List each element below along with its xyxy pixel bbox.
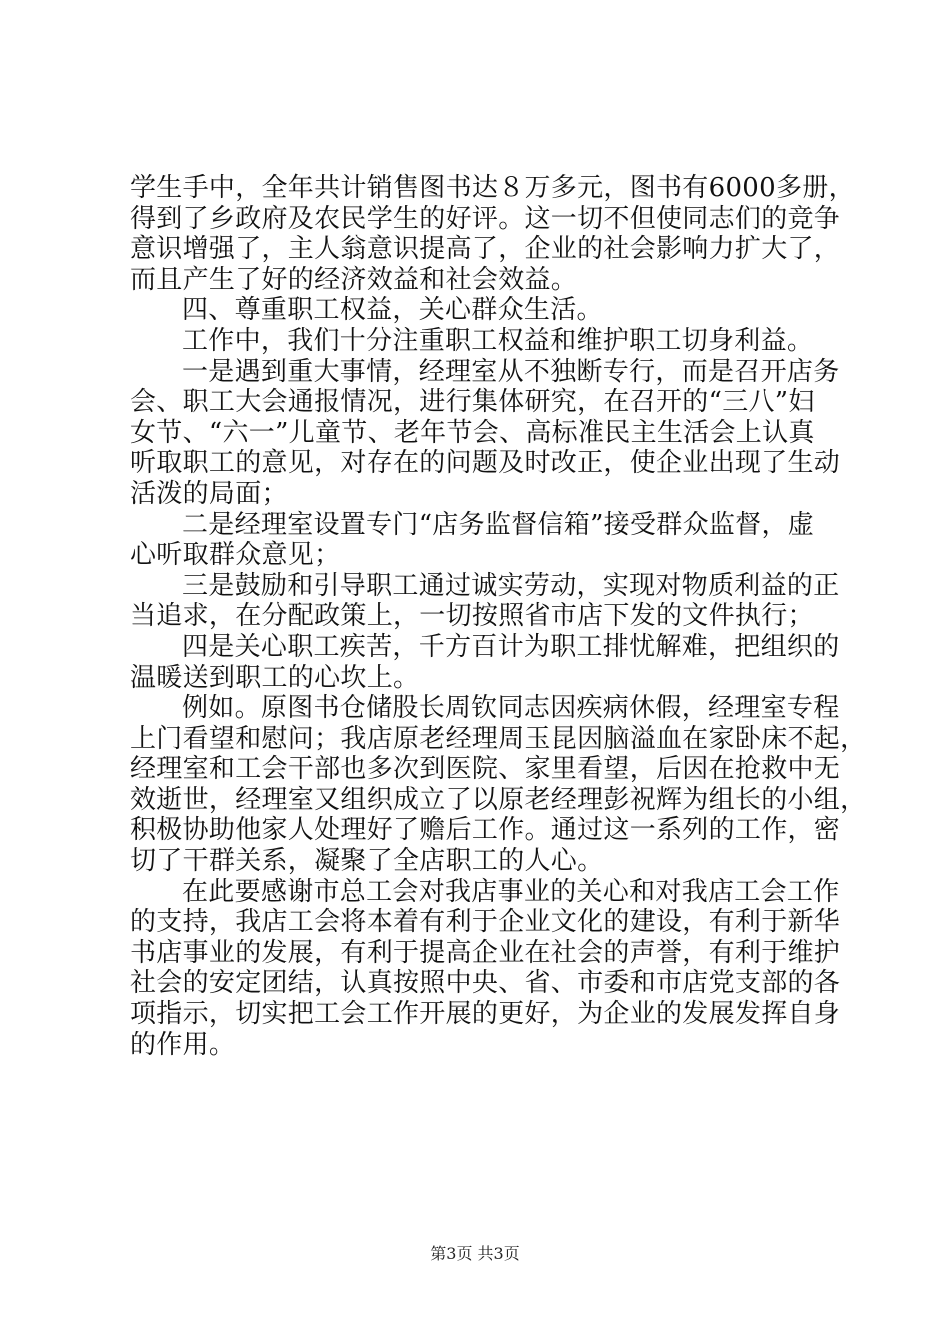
- text-line: 在此要感谢市总工会对我店事业的关心和对我店工会工作: [182, 876, 840, 907]
- text-line: 项指示，切实把工会工作开展的更好，为企业的发展发挥自身: [130, 999, 841, 1030]
- page-footer: 第3页 共3页: [430, 1244, 520, 1263]
- text-line: 经理室和工会干部也多次到医院、家里看望，后因在抢救中无: [130, 754, 841, 785]
- text-line: 的支持，我店工会将本着有利于企业文化的建设，有利于新华: [130, 907, 841, 938]
- text-line: 活泼的局面；: [130, 478, 288, 509]
- text-line: 意识增强了，主人翁意识提高了，企业的社会影响力扩大了，: [130, 234, 841, 265]
- text-line: 一是遇到重大事情，经理室从不独断专行，而是召开店务: [182, 356, 840, 387]
- text-line: 书店事业的发展，有利于提高企业在社会的声誉，有利于维护: [130, 937, 841, 968]
- text-line: 社会的安定团结，认真按照中央、省、市委和市店党支部的各: [130, 968, 841, 999]
- text-line: 的作用。: [130, 1029, 236, 1060]
- text-line: 二是经理室设置专门“店务监督信箱”接受群众监督，虚: [182, 509, 815, 540]
- text-line: 女节、“六一”儿童节、老年节会、高标准民主生活会上认真: [130, 417, 815, 448]
- text-line: 上门看望和慰问；我店原老经理周玉昆因脑溢血在家卧床不起，: [130, 723, 867, 754]
- document-body: [130, 173, 867, 1060]
- text-line: 三是鼓励和引导职工通过诚实劳动，实现对物质利益的正: [182, 570, 840, 601]
- text-line: 而且产生了好的经济效益和社会效益。: [130, 264, 578, 295]
- text-line: 会、职工大会通报情况，进行集体研究，在召开的“三八”妇: [130, 387, 815, 418]
- text-line: 工作中，我们十分注重职工权益和维护职工切身利益。: [182, 325, 814, 356]
- text-line: 效逝世，经理室又组织成立了以原老经理彭祝辉为组长的小组，: [130, 784, 867, 815]
- text-line: 切了干群关系，凝聚了全店职工的人心。: [130, 846, 604, 877]
- text-line: 学生手中，全年共计销售图书达８万多元，图书有6000多册，: [130, 173, 855, 203]
- text-line: 四是关心职工疾苦，千方百计为职工排忧解难，把组织的: [182, 631, 840, 662]
- text-line: 积极协助他家人处理好了赡后工作。通过这一系列的工作，密: [130, 815, 841, 846]
- text-line: 四、尊重职工权益，关心群众生活。: [182, 295, 603, 326]
- text-line: 得到了乡政府及农民学生的好评。这一切不但使同志们的竞争: [130, 203, 841, 234]
- text-line: 听取职工的意见，对存在的问题及时改正，使企业出现了生动: [130, 448, 841, 479]
- text-line: 心听取群众意见；: [130, 540, 341, 571]
- text-line: 例如。原图书仓储股长周钦同志因疾病休假，经理室专程: [182, 693, 840, 724]
- text-line: 温暖送到职工的心坎上。: [130, 662, 420, 693]
- text-line: 当追求，在分配政策上，一切按照省市店下发的文件执行；: [130, 601, 814, 632]
